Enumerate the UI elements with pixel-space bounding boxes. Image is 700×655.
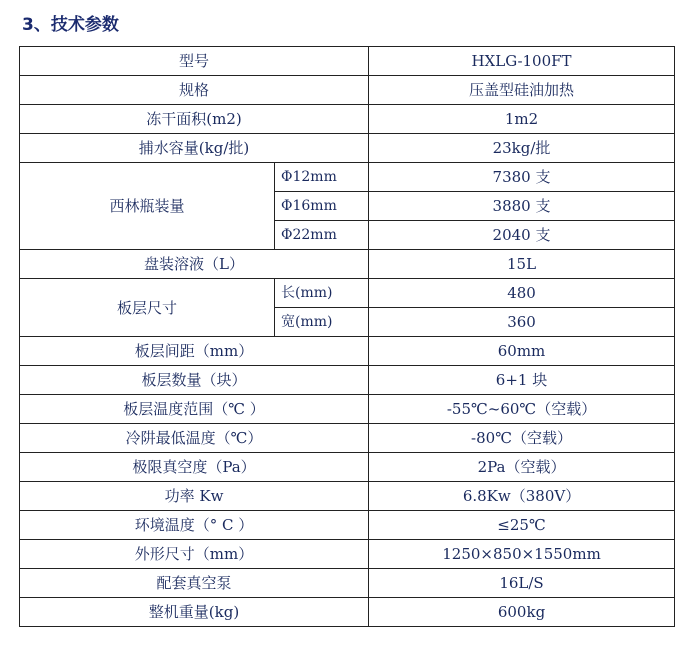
row-value: 7380 支	[369, 163, 675, 192]
row-label: 捕水容量(kg/批)	[20, 134, 369, 163]
table-row	[20, 482, 675, 511]
row-value: 1m2	[369, 105, 675, 134]
table-row	[20, 105, 675, 134]
table-row	[20, 395, 675, 424]
table-row	[20, 511, 675, 540]
row-value: 23kg/批	[369, 134, 675, 163]
row-label: 西林瓶装量	[20, 163, 275, 250]
spec-table	[19, 46, 675, 627]
table-row	[20, 163, 675, 192]
row-sublabel: Φ22mm	[275, 221, 369, 250]
row-label: 板层数量（块）	[20, 366, 369, 395]
row-label: 板层尺寸	[20, 279, 275, 337]
row-label: 功率 Kw	[20, 482, 369, 511]
row-value: 600kg	[369, 598, 675, 627]
table-row	[20, 540, 675, 569]
row-value: 16L/S	[369, 569, 675, 598]
row-value: 1250×850×1550mm	[369, 540, 675, 569]
row-value: 2040 支	[369, 221, 675, 250]
row-label: 板层温度范围（℃ ）	[20, 395, 369, 424]
row-label: 外形尺寸（mm）	[20, 540, 369, 569]
row-label: 整机重量(kg)	[20, 598, 369, 627]
table-row	[20, 424, 675, 453]
row-value: HXLG-100FT	[369, 47, 675, 76]
row-value: 3880 支	[369, 192, 675, 221]
row-sublabel: 长(mm)	[275, 279, 369, 308]
row-value: 6+1 块	[369, 366, 675, 395]
row-value: -55℃~60℃（空载）	[369, 395, 675, 424]
row-label: 环境温度（° C ）	[20, 511, 369, 540]
row-value: -80℃（空载）	[369, 424, 675, 453]
table-row	[20, 134, 675, 163]
row-sublabel: Φ12mm	[275, 163, 369, 192]
table-row	[20, 76, 675, 105]
row-value: 60mm	[369, 337, 675, 366]
table-row	[20, 598, 675, 627]
row-label: 极限真空度（Pa）	[20, 453, 369, 482]
row-label: 规格	[20, 76, 369, 105]
row-sublabel: Φ16mm	[275, 192, 369, 221]
table-row	[20, 569, 675, 598]
table-row	[20, 366, 675, 395]
row-label: 冻干面积(m2)	[20, 105, 369, 134]
row-sublabel: 宽(mm)	[275, 308, 369, 337]
row-value: 480	[369, 279, 675, 308]
table-row	[20, 279, 675, 308]
row-label: 配套真空泵	[20, 569, 369, 598]
row-label: 板层间距（mm）	[20, 337, 369, 366]
table-row	[20, 250, 675, 279]
row-label: 冷阱最低温度（℃）	[20, 424, 369, 453]
row-value: 2Pa（空载）	[369, 453, 675, 482]
section-heading: 3、技术参数	[22, 15, 119, 35]
row-label: 型号	[20, 47, 369, 76]
row-value: ≤25℃	[369, 511, 675, 540]
row-value: 15L	[369, 250, 675, 279]
row-label: 盘装溶液（L）	[20, 250, 369, 279]
table-row	[20, 47, 675, 76]
table-row	[20, 453, 675, 482]
table-row	[20, 337, 675, 366]
row-value: 360	[369, 308, 675, 337]
row-value: 6.8Kw（380V）	[369, 482, 675, 511]
row-value: 压盖型硅油加热	[369, 76, 675, 105]
